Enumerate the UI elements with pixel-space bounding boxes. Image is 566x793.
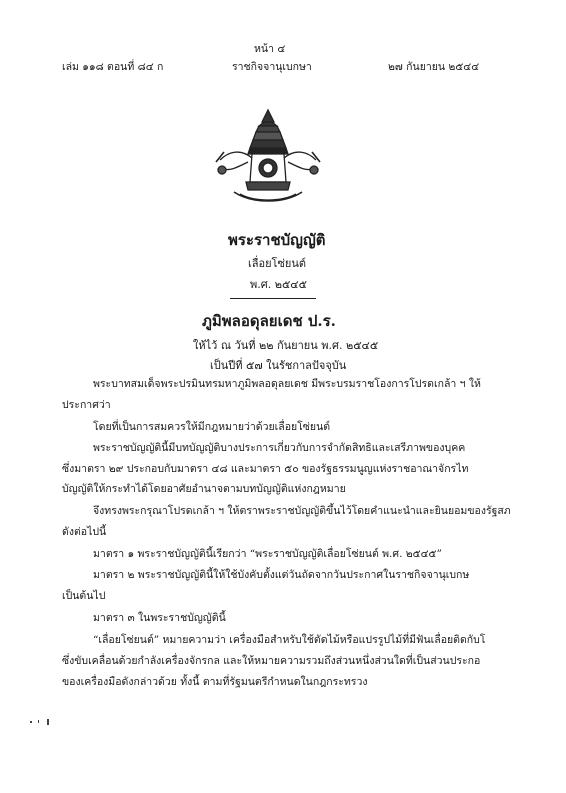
definition-line-1: “เลื่อยโซ่ยนต์” หมายความว่า เครื่องมือสำหรับใช้ตัดไม้หรือแปรรูปไม้ที่มีฟันเลื่อยติดกับโ [93, 634, 486, 646]
definition-line-2: ซึ่งขับเคลื่อนด้วยกำลังเครื่องจักรกล และให้หมายความรวมถึงส่วนหนึ่งส่วนใดที่เป็นส่วนประกอ [62, 655, 481, 667]
act-subject: เลื่อยโซ่ยนต์ [248, 257, 307, 270]
divider-rule [230, 298, 316, 299]
section-1: มาตรา ๑ พระราชบัญญัตินี้เรียกว่า “พระราชบัญญัติเลื่อยโซ่ยนต์ พ.ศ. ๒๕๔๕” [93, 548, 442, 560]
section-2-line-1: มาตรา ๒ พระราชบัญญัตินี้ให้ใช้บังคับตั้งแต่วันถัดจากวันประกาศในราชกิจจานุเบกษ [93, 569, 470, 581]
act-title: พระราชบัญญัติ [228, 231, 326, 249]
rights-line-3: บัญญัติให้กระทำได้โดยอาศัยอำนาจตามบทบัญญัติแห่งกฎหมาย [62, 483, 346, 495]
scan-speck [47, 719, 49, 725]
preamble-line-1: พระบาทสมเด็จพระปรมินทรมหาภูมิพลอดุลยเดช มีพระบรมราชโองการโปรดเกล้า ฯ ให้ [93, 378, 481, 390]
gazette-volume: เล่ม ๑๑๘ ตอนที่ ๘๔ ก [62, 61, 164, 73]
gazette-date: ๒๗ กันยายน ๒๕๔๔ [388, 61, 480, 73]
enact-line-1: จึงทรงพระกรุณาโปรดเกล้า ฯ ให้ตราพระราชบัญญัติขึ้นไว้โดยคำแนะนำและยินยอมของรัฐสภ [93, 505, 511, 517]
page-number: หน้า ๔ [254, 43, 286, 55]
gazette-name: ราชกิจจานุเบกษา [232, 61, 312, 73]
preamble-line-2: ประกาศว่า [62, 399, 111, 411]
garuda-emblem [212, 108, 324, 210]
section-3: มาตรา ๓ ในพระราชบัญญัตินี้ [93, 612, 226, 624]
act-year: พ.ศ. ๒๕๔๕ [250, 278, 307, 291]
reason-line: โดยที่เป็นการสมควรให้มีกฎหมายว่าด้วยเลื่อยโซ่ยนต์ [93, 421, 331, 433]
definition-line-3: ของเครื่องมือดังกล่าวด้วย ทั้งนี้ ตามที่รัฐมนตรีกำหนดในกฎกระทรวง [62, 676, 368, 688]
scan-speck [30, 721, 32, 723]
enact-line-2: ดังต่อไปนี้ [62, 526, 107, 538]
given-date: ให้ไว้ ณ วันที่ ๒๒ กันยายน พ.ศ. ๒๕๔๕ [193, 339, 379, 352]
rights-line-1: พระราชบัญญัตินี้มีบทบัญญัติบางประการเกี่ยวกับการจำกัดสิทธิและเสรีภาพของบุคค [93, 442, 466, 454]
reign-year: เป็นปีที่ ๕๗ ในรัชกาลปัจจุบัน [210, 359, 347, 372]
king-name: ภูมิพลอดุลยเดช ป.ร. [202, 312, 336, 330]
rights-line-2: ซึ่งมาตรา ๒๙ ประกอบกับมาตรา ๔๘ และมาตรา ๕๐ ของรัฐธรรมนูญแห่งราชอาณาจักรไท [62, 463, 469, 475]
scan-speck [38, 720, 39, 723]
section-2-line-2: เป็นต้นไป [62, 590, 106, 602]
